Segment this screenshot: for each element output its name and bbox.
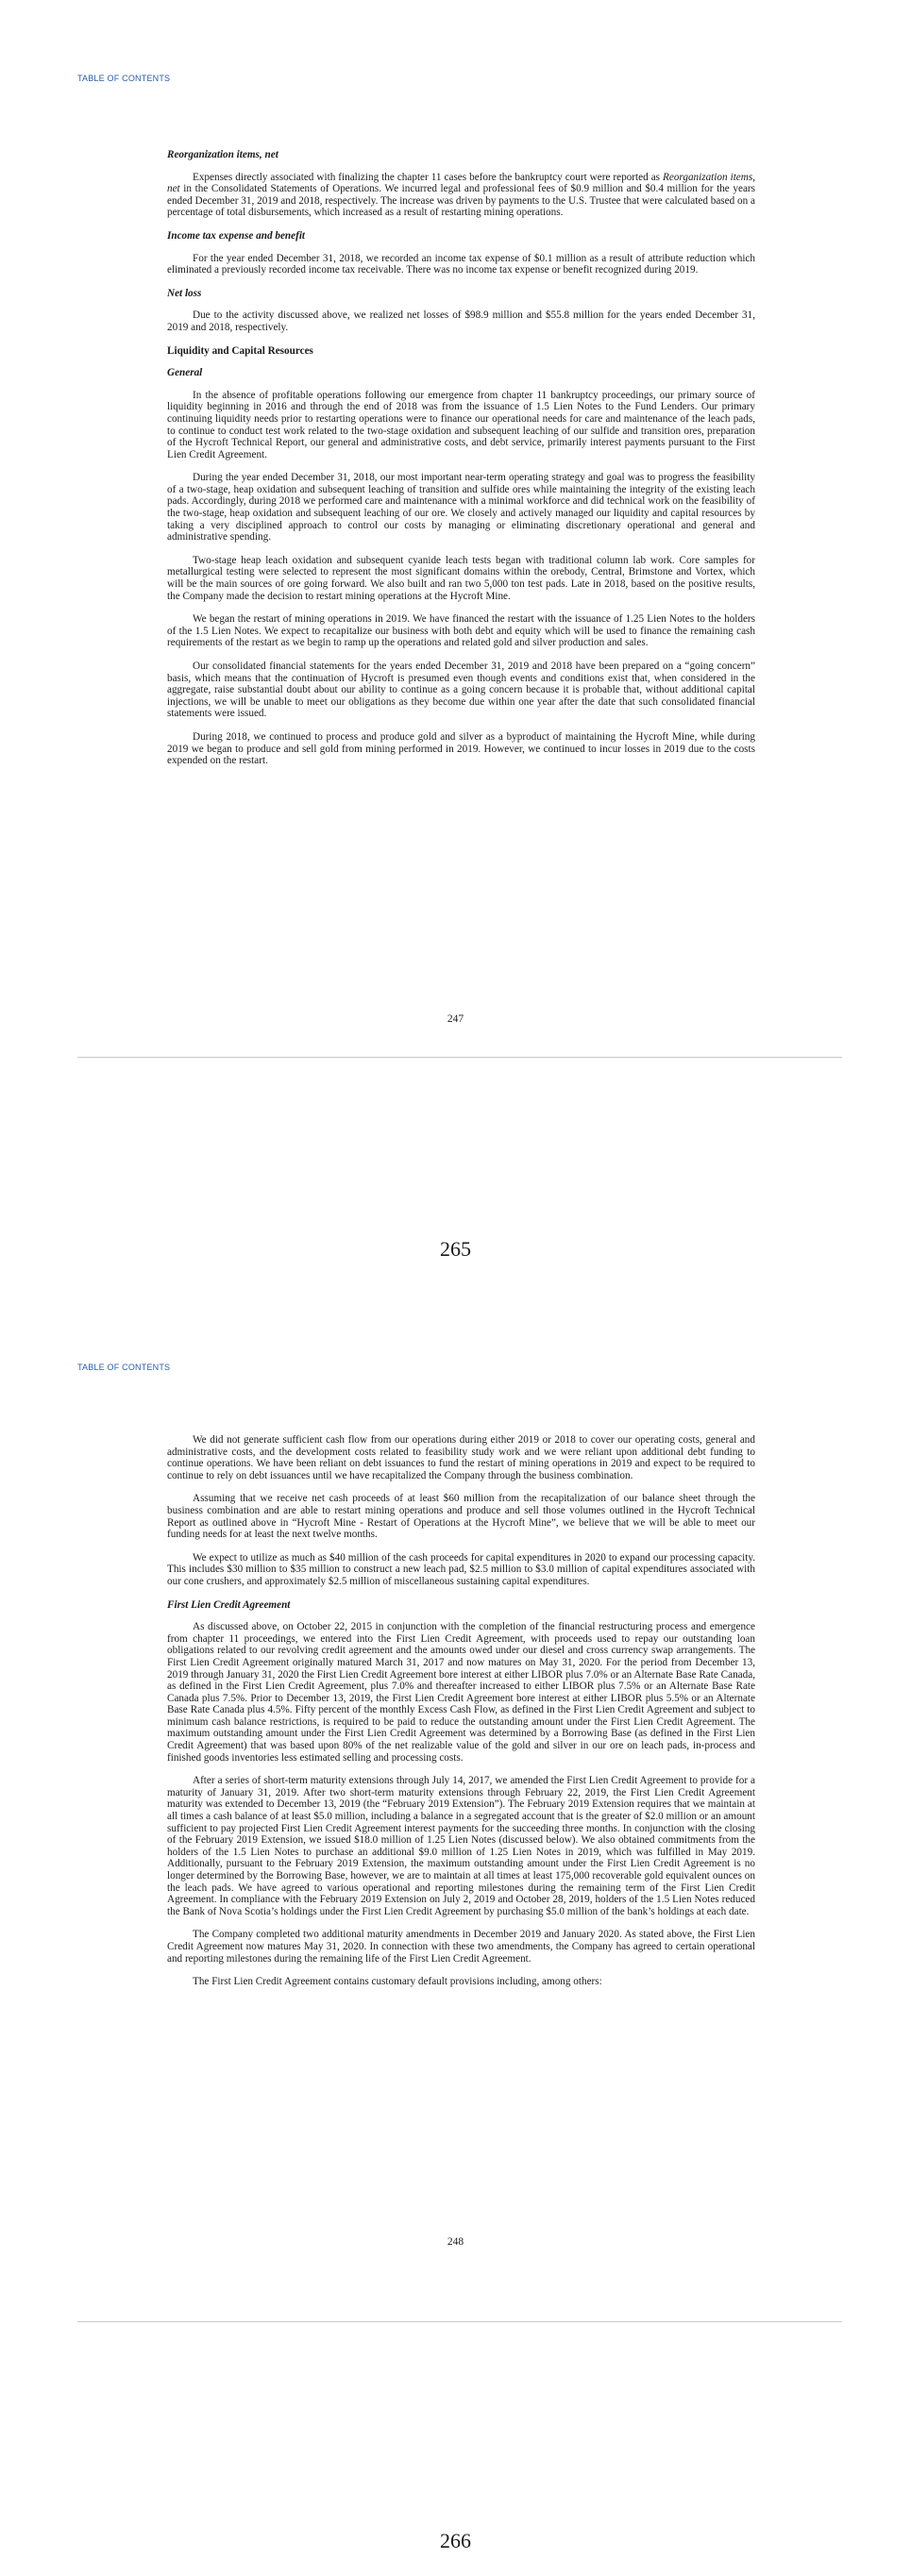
paragraph <box>167 172 755 219</box>
page-divider <box>77 1057 842 1058</box>
paragraph: During the year ended December 31, 2018, our most important near-term operating strategy and goal was to progress the feasibility of a two-stage, heap oxidation and subsequent leaching of transition and sulfide ores while maintaining the integrity of the existing leach pads. Accordingly, during 2018 we performed care and maintenance with a minimal workforce and did technical work on the feasibility of the two-stage, heap oxidation and subsequent leaching of our ore. We closely and actively managed our liquidity and capital resources by taking a very disciplined approach to control our costs by managing or eliminating discretionary operational and general and administrative spending. <box>167 472 755 544</box>
paragraph: We expect to utilize as much as $40 million of the cash proceeds for capital expenditures in 2020 to expand our processing capacity. This includes $30 million to $35 million to construct a new leach pad, $2.5 million to $3.0 million of capital expenditures associated with our cone crushers, and approximately $2.5 million of miscellaneous sustaining capital expenditures. <box>167 1551 755 1587</box>
page-number: 247 <box>447 1013 464 1025</box>
liquidity-and-capital-resources-heading: Liquidity and Capital Resources <box>167 344 313 357</box>
income-tax-expense-and-benefit-heading: Income tax expense and benefit <box>167 229 306 242</box>
italic-term: Reorganization items, net <box>167 171 756 195</box>
paragraph: Our consolidated financial statements for the years ended December 31, 2019 and 2018 have been prepared on a “going concern” basis, which means that the continuation of Hycroft is presumed even though events and conditions exist that, when considered in the aggregate, raise substantial doubt about our ability to continue as a going concern because it is probable that, without additional capital injections, we will be unable to meet our obligations as they become due within one year after the date that such consolidated financial statements were issued. <box>167 661 755 720</box>
text-run: in the Consolidated Statements of Operations. We incurred legal and professional fees of $0.9 million and $0.4 million for the years ended December 31, 2019 and 2018, respectively. The increase was driven by payments to the U.S. Trustee that were calculated based on a percentage of total disbursements, which increased as a result of restarting mining operations. <box>167 183 755 219</box>
first-lien-credit-agreement-heading: First Lien Credit Agreement <box>167 1598 291 1611</box>
paragraph: We did not generate sufficient cash flow from our operations during either 2019 or 2018 to cover our operating costs, general and administrative costs, and the development costs related to feasibility study work and we were reliant upon additional debt funding to continue operations. We have been reliant on debt issuances to fund the restart of mining operations in 2019 and expect to be required to continue to rely on debt issuances until we have recapitalized the Company through the business combination. <box>167 1434 755 1481</box>
page-248-body <box>167 1434 755 1999</box>
paragraph: We began the restart of mining operations in 2019. We have financed the restart with the issuance of 1.25 Lien Notes to the holders of the 1.5 Lien Notes. We expect to recapitalize our business with both debt and equity which will be used to finance the remaining cash requirements of the restart as we begin to ramp up the operations and related gold and silver production and sales. <box>167 613 755 649</box>
page-divider <box>77 2321 842 2322</box>
paragraph: Two-stage heap leach oxidation and subsequent cyanide leach tests began with traditional column lab work. Core samples for metallurgical testing were selected to represent the most significant domains within the orebody, Central, Brimstone and Vortex, which will be the main sources of ore going forward. We also built and ran two 5,000 ton test pads. Late in 2018, based on the positive results, the Company made the decision to restart mining operations at the Hycroft Mine. <box>167 554 755 602</box>
text-run: Expenses directly associated with finalizing the chapter 11 cases before the bankruptcy court were reported as <box>193 171 664 183</box>
paragraph: As discussed above, on October 22, 2015 in conjunction with the completion of the financial restructuring process and emergence from chapter 11 proceedings, we entered into the First Lien Credit Agreement, with proceeds used to repay our outstanding loan obligations related to our revolving credit agreement and the amounts owed under our diesel and cross currency swap arrangements. The First Lien Credit Agreement originally matured March 31, 2017 and now matures on May 31, 2020. For the period from December 13, 2019 through January 31, 2020 the First Lien Credit Agreement bore interest at either LIBOR plus 7.0% or an Alternate Base Rate Canada, as defined in the First Lien Credit Agreement, plus 7.0% and thereafter increased to either LIBOR plus 7.5% or an Alternate Base Rate Canada plus 7.5%. Prior to December 13, 2019, the First Lien Credit Agreement bore interest at either LIBOR plus 5.5% or an Alternate Base Rate Canada plus 4.5%. Fifty percent of the monthly Excess Cash Flow, as defined in the First Lien Credit Agreement and subject to minimum cash balance restrictions, is required to be paid to reduce the outstanding amount under the First Lien Credit Agreement. The maximum outstanding amount under the First Lien Credit Agreement was determined by a Borrowing Base (as defined in the First Lien Credit Agreement) that was based upon 80% of the net realizable value of the gold and silver in our ore on leach pads, in-process and finished goods inventories less estimated selling and processing costs. <box>167 1621 755 1764</box>
paragraph: During 2018, we continued to process and produce gold and silver as a byproduct of maintaining the Hycroft Mine, while during 2019 we began to produce and sell gold from mining performed in 2019. However, we continued to incur losses in 2019 due to the costs expended on the restart. <box>167 730 755 767</box>
paragraph: The First Lien Credit Agreement contains customary default provisions including, among others: <box>193 1976 602 1988</box>
reorganization-items-net-heading: Reorganization items, net <box>167 149 278 160</box>
paragraph: For the year ended December 31, 2018, we recorded an income tax expense of $0.1 million as a result of attribute reduction which eliminated a previously recorded income tax receivable. There was no income tax expense or benefit recognized during 2019. <box>167 252 755 276</box>
paragraph: The Company completed two additional maturity amendments in December 2019 and January 2020. As stated above, the First Lien Credit Agreement now matures May 31, 2020. In connection with these two amendments, the Company has agreed to certain operational and reporting milestones during the remaining life of the First Lien Credit Agreement. <box>167 1929 755 1965</box>
general-heading: General <box>167 367 203 379</box>
document-page-number: 266 <box>440 2529 471 2552</box>
table-of-contents-link[interactable]: TABLE OF CONTENTS <box>77 1363 171 1372</box>
paragraph: Assuming that we receive net cash proceeds of at least $60 million from the recapitalization of our balance sheet through the business combination and are able to restart mining operations and produce and sell those volumes outlined in the Hycroft Technical Report as outlined above in “Hycroft Mine - Restart of Operations at the Hycroft Mine”, we believe that we will be able to meet our funding needs for at least the next twelve months. <box>167 1493 755 1541</box>
paragraph: After a series of short-term maturity extensions through July 14, 2017, we amended the First Lien Credit Agreement to provide for a maturity of January 31, 2019. After two short-term maturity extensions through February 22, 2019, the First Lien Credit Agreement maturity was extended to December 13, 2019 (the “February 2019 Extension”). The February 2019 Extension requires that we maintain at all times a cash balance of at least $5.0 million, including a balance in a segregated account that is the greater of $2.0 million or an amount sufficient to pay projected First Lien Credit Agreement interest payments for the succeeding three months. In conjunction with the closing of the February 2019 Extension, we issued $18.0 million of 1.25 Lien Notes (discussed below). We also obtained commitments from the holders of the 1.5 Lien Notes to purchase an additional $9.0 million of 1.25 Lien Notes in 2019, which was fulfilled in May 2019. Additionally, pursuant to the February 2019 Extension, the maximum outstanding amount under the First Lien Credit Agreement is no longer determined by the Borrowing Base, however, we are to maintain at all times at least 175,000 recoverable gold equivalent ounces on the leach pads. We have agreed to various operational and reporting milestones during the remaining term of the First Lien Credit Agreement. In compliance with the February 2019 Extension on July 2, 2019 and October 28, 2019, holders of the 1.5 Lien Notes reduced the Bank of Nova Scotia’s holdings under the First Lien Credit Agreement by purchasing $5.0 million of the bank’s holdings at each date. <box>167 1775 755 1917</box>
document-page-number: 265 <box>440 1237 471 1261</box>
page-number: 248 <box>447 2236 464 2248</box>
table-of-contents-link[interactable]: TABLE OF CONTENTS <box>77 74 171 83</box>
page-247-body <box>167 149 755 778</box>
paragraph: In the absence of profitable operations following our emergence from chapter 11 bankruptcy proceedings, our primary source of liquidity beginning in 2016 and through the end of 2018 was from the issuance of 1.5 Lien Notes to the Fund Lenders. Our primary continuing liquidity needs prior to restarting operations were to finance our operational needs for care and maintenance of the leach pads, to continue to conduct test work related to the two-stage oxidation and subsequent leaching of our sulfide and transition ores, preparation of the Hycroft Technical Report, our general and administrative costs, and debt service, primarily interest payments pursuant to the First Lien Credit Agreement. <box>167 389 755 460</box>
net-loss-heading: Net loss <box>167 287 202 299</box>
paragraph: Due to the activity discussed above, we realized net losses of $98.9 million and $55.8 million for the years ended December 31, 2019 and 2018, respectively. <box>167 309 755 333</box>
